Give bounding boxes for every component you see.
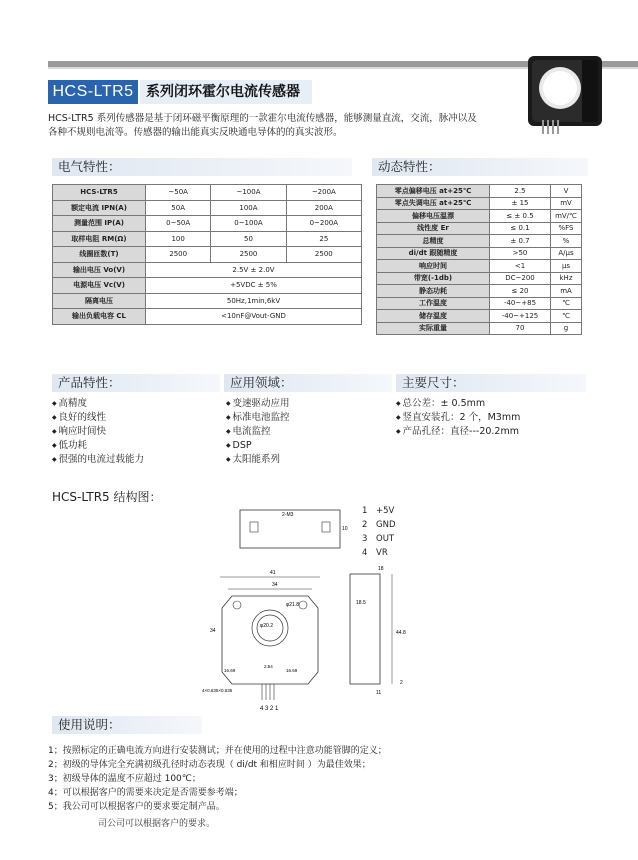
dimension-item: ◆ 竖直安装孔：2 个，M3mm bbox=[396, 411, 520, 425]
electrical-row bbox=[53, 309, 362, 325]
pin-row bbox=[362, 546, 396, 560]
electrical-row bbox=[53, 247, 362, 263]
electrical-row bbox=[53, 278, 362, 294]
dynamic-value: ≤ ± 0.5 bbox=[490, 210, 551, 223]
electrical-row bbox=[53, 216, 362, 232]
d10-label: 10 bbox=[342, 526, 348, 532]
product-photo bbox=[520, 50, 610, 138]
electrical-cell: 2500 bbox=[146, 247, 211, 263]
dynamic-value: -40~+85 bbox=[490, 297, 551, 310]
dynamic-value: ≤ 0.1 bbox=[490, 222, 551, 235]
structure-heading: HCS-LTR5 结构图： bbox=[52, 490, 162, 504]
dynamic-row bbox=[377, 185, 582, 198]
electrical-cell: +5VDC ± 5% bbox=[146, 278, 362, 294]
d18-5-label: 18.5 bbox=[356, 600, 366, 606]
dynamic-unit: V bbox=[551, 185, 582, 198]
dynamic-label: 工作温度 bbox=[377, 297, 490, 310]
electrical-cell: ~50A bbox=[146, 185, 211, 201]
dynamic-unit: mA bbox=[551, 285, 582, 298]
dynamic-row bbox=[377, 297, 582, 310]
dynamic-row bbox=[377, 197, 582, 210]
dimension-item: ◆ 总公差：± 0.5mm bbox=[396, 397, 520, 411]
pin-numbers-label: 4 3 2 1 bbox=[260, 706, 279, 712]
dynamic-value: <1 bbox=[490, 260, 551, 273]
dynamic-unit: ℃ bbox=[551, 310, 582, 323]
electrical-cell: 100 bbox=[146, 231, 211, 247]
dynamic-value: 2.5 bbox=[490, 185, 551, 198]
electrical-cell: ~100A bbox=[211, 185, 286, 201]
dimensions-heading: 主要尺寸： bbox=[396, 374, 586, 392]
dynamic-row bbox=[377, 222, 582, 235]
electrical-row-label: 输出负载电容 CL bbox=[53, 309, 146, 325]
dynamic-value: DC~200 bbox=[490, 272, 551, 285]
pin-list bbox=[362, 504, 396, 560]
electrical-row bbox=[53, 231, 362, 247]
product-feature-item: ◆ 低功耗 bbox=[52, 439, 144, 453]
dynamic-row bbox=[377, 210, 582, 223]
electrical-row bbox=[53, 293, 362, 309]
usage-note: 4；可以根据客户的需要来决定是否需要参考端； bbox=[48, 788, 243, 798]
d2-label: 2 bbox=[400, 680, 403, 686]
m3-label: 2-M3 bbox=[282, 512, 294, 518]
electrical-row-label: HCS-LTR5 bbox=[53, 185, 146, 201]
pin-number: 1 bbox=[362, 506, 368, 516]
dynamic-value: ± 0.7 bbox=[490, 235, 551, 248]
electrical-cell: 200A bbox=[286, 200, 361, 216]
electrical-row bbox=[53, 200, 362, 216]
dynamic-label: 偏移电压温漂 bbox=[377, 210, 490, 223]
electrical-row-label: 额定电流 IPN(A) bbox=[53, 200, 146, 216]
electrical-cell: 50Hz,1min,6kV bbox=[146, 293, 362, 309]
p2-54-label: 2.54 bbox=[264, 664, 273, 669]
dynamic-table bbox=[376, 184, 582, 335]
p16-69b-label: 16.69 bbox=[286, 668, 298, 673]
d20-2-label: φ20.2 bbox=[260, 623, 273, 629]
applications-list bbox=[226, 397, 290, 467]
dynamic-label: 零点失调电压 at+25℃ bbox=[377, 197, 490, 210]
product-feature-item: ◆ 高精度 bbox=[52, 397, 144, 411]
pin-name: GND bbox=[376, 520, 396, 530]
dimensions-list bbox=[396, 397, 520, 439]
electrical-table bbox=[52, 184, 362, 325]
intro-line-2: 各种不规则电流等。传感器的输出能真实反映通电导体的的真实波形。 bbox=[48, 127, 343, 138]
application-item: ◆ 太阳能系列 bbox=[226, 453, 290, 467]
dynamic-label: di/dt 跟随精度 bbox=[377, 247, 490, 260]
usage-note: 5；我公司可以根据客户的要求要定制产品。 bbox=[48, 802, 225, 812]
d21-8-label: φ21.8 bbox=[286, 602, 299, 608]
usage-note: 2；初级的导体完全充满初级孔径时动态表现（ di/dt 和相应时间 ）为最佳效果； bbox=[48, 760, 371, 770]
d18-label: 18 bbox=[378, 566, 384, 572]
dynamic-unit: kHz bbox=[551, 272, 582, 285]
pin-name: +5V bbox=[376, 506, 395, 516]
pin-number: 4 bbox=[362, 548, 368, 558]
dimension-item: ◆ 产品孔径：直径---20.2mm bbox=[396, 425, 520, 439]
product-features-list bbox=[52, 397, 144, 467]
electrical-cell: <10nF@Vout-GND bbox=[146, 309, 362, 325]
electrical-cell: 25 bbox=[286, 231, 361, 247]
electrical-row-label: 测量范围 IP(A) bbox=[53, 216, 146, 232]
dynamic-label: 总精度 bbox=[377, 235, 490, 248]
side-view-outline bbox=[350, 574, 380, 684]
dynamic-row bbox=[377, 310, 582, 323]
electrical-cell: 2500 bbox=[286, 247, 361, 263]
d11-label: 11 bbox=[376, 690, 382, 696]
product-name-title: 系列闭环霍尔电流传感器 bbox=[140, 80, 312, 104]
pin-row bbox=[362, 518, 396, 532]
electrical-row bbox=[53, 185, 362, 201]
structure-drawing bbox=[200, 500, 430, 720]
dynamic-unit: ℃ bbox=[551, 297, 582, 310]
application-item: ◆ DSP bbox=[226, 439, 290, 453]
pin-row bbox=[362, 504, 396, 518]
electrical-cell: 0~200A bbox=[286, 216, 361, 232]
product-features-heading: 产品特性： bbox=[52, 374, 220, 392]
dynamic-heading: 动态特性： bbox=[372, 158, 588, 176]
electrical-row-label: 隔离电压 bbox=[53, 293, 146, 309]
dynamic-unit: A/μs bbox=[551, 247, 582, 260]
dynamic-value: ± 15 bbox=[490, 197, 551, 210]
electrical-cell: ~200A bbox=[286, 185, 361, 201]
electrical-cell: 2500 bbox=[211, 247, 286, 263]
p16-69a-label: 16.69 bbox=[224, 668, 236, 673]
dynamic-row bbox=[377, 260, 582, 273]
dynamic-unit: g bbox=[551, 322, 582, 335]
usage-notes bbox=[48, 744, 387, 814]
d41-label: 41 bbox=[270, 570, 276, 576]
footer-note: 司公司可以根据客户的要求。 bbox=[98, 819, 216, 829]
dynamic-label: 线性度 Er bbox=[377, 222, 490, 235]
product-model-badge: HCS-LTR5 bbox=[48, 80, 138, 104]
dynamic-label: 带宽(-1db) bbox=[377, 272, 490, 285]
pin-number: 2 bbox=[362, 520, 368, 530]
dynamic-label: 响应时间 bbox=[377, 260, 490, 273]
electrical-cell: 100A bbox=[211, 200, 286, 216]
pin-name: OUT bbox=[376, 534, 395, 544]
dynamic-value: -40~+125 bbox=[490, 310, 551, 323]
intro-line-1: HCS-LTR5 系列传感器是基于闭环磁平衡原理的一款霍尔电流传感器，能够测量直流，交流，脉冲以及 bbox=[48, 113, 477, 124]
dynamic-value: 70 bbox=[490, 322, 551, 335]
dynamic-label: 实际重量 bbox=[377, 322, 490, 335]
dynamic-unit: mV/℃ bbox=[551, 210, 582, 223]
dynamic-unit: % bbox=[551, 235, 582, 248]
dynamic-unit: %FS bbox=[551, 222, 582, 235]
dynamic-row bbox=[377, 247, 582, 260]
electrical-cell: 0~50A bbox=[146, 216, 211, 232]
usage-note: 1；按照标定的正确电流方向进行安装测试；并在使用的过程中注意功能管脚的定义； bbox=[48, 746, 387, 756]
h34-label: 34 bbox=[210, 628, 216, 634]
dynamic-row bbox=[377, 285, 582, 298]
electrical-heading: 电气特性： bbox=[52, 158, 352, 176]
dynamic-label: 零点偏移电压 at+25℃ bbox=[377, 185, 490, 198]
h44-8-label: 44.8 bbox=[396, 630, 406, 636]
dynamic-value: ≤ 20 bbox=[490, 285, 551, 298]
dynamic-row bbox=[377, 322, 582, 335]
dynamic-row bbox=[377, 235, 582, 248]
usage-heading: 使用说明： bbox=[52, 716, 202, 734]
electrical-row-label: 输出电压 Vo(V) bbox=[53, 262, 146, 278]
electrical-cell: 50A bbox=[146, 200, 211, 216]
dynamic-label: 储存温度 bbox=[377, 310, 490, 323]
application-item: ◆ 变速驱动应用 bbox=[226, 397, 290, 411]
pin-number: 3 bbox=[362, 534, 368, 544]
product-feature-item: ◆ 很强的电流过载能力 bbox=[52, 453, 144, 467]
dynamic-value: >50 bbox=[490, 247, 551, 260]
application-item: ◆ 电流监控 bbox=[226, 425, 290, 439]
electrical-row bbox=[53, 262, 362, 278]
electrical-cell: 50 bbox=[211, 231, 286, 247]
usage-note: 3；初级导体的温度不应超过 100℃； bbox=[48, 774, 201, 784]
application-item: ◆ 标准电池监控 bbox=[226, 411, 290, 425]
electrical-cell: 2.5V ± 2.0V bbox=[146, 262, 362, 278]
dynamic-label: 静态功耗 bbox=[377, 285, 490, 298]
electrical-row-label: 取样电阻 RM(Ω) bbox=[53, 231, 146, 247]
dynamic-unit: mV bbox=[551, 197, 582, 210]
product-feature-item: ◆ 良好的线性 bbox=[52, 411, 144, 425]
pin-row bbox=[362, 532, 396, 546]
d34-label: 34 bbox=[272, 582, 278, 588]
applications-heading: 应用领域： bbox=[224, 374, 392, 392]
dynamic-row bbox=[377, 272, 582, 285]
electrical-row-label: 电源电压 Vc(V) bbox=[53, 278, 146, 294]
intro-paragraph bbox=[48, 112, 488, 140]
electrical-row-label: 线圈匝数(T) bbox=[53, 247, 146, 263]
electrical-cell: 0~100A bbox=[211, 216, 286, 232]
pin-name: VR bbox=[376, 548, 388, 558]
pins-dim-label: 4×0.635×0.635 bbox=[202, 688, 233, 693]
product-feature-item: ◆ 响应时间快 bbox=[52, 425, 144, 439]
dynamic-unit: μs bbox=[551, 260, 582, 273]
